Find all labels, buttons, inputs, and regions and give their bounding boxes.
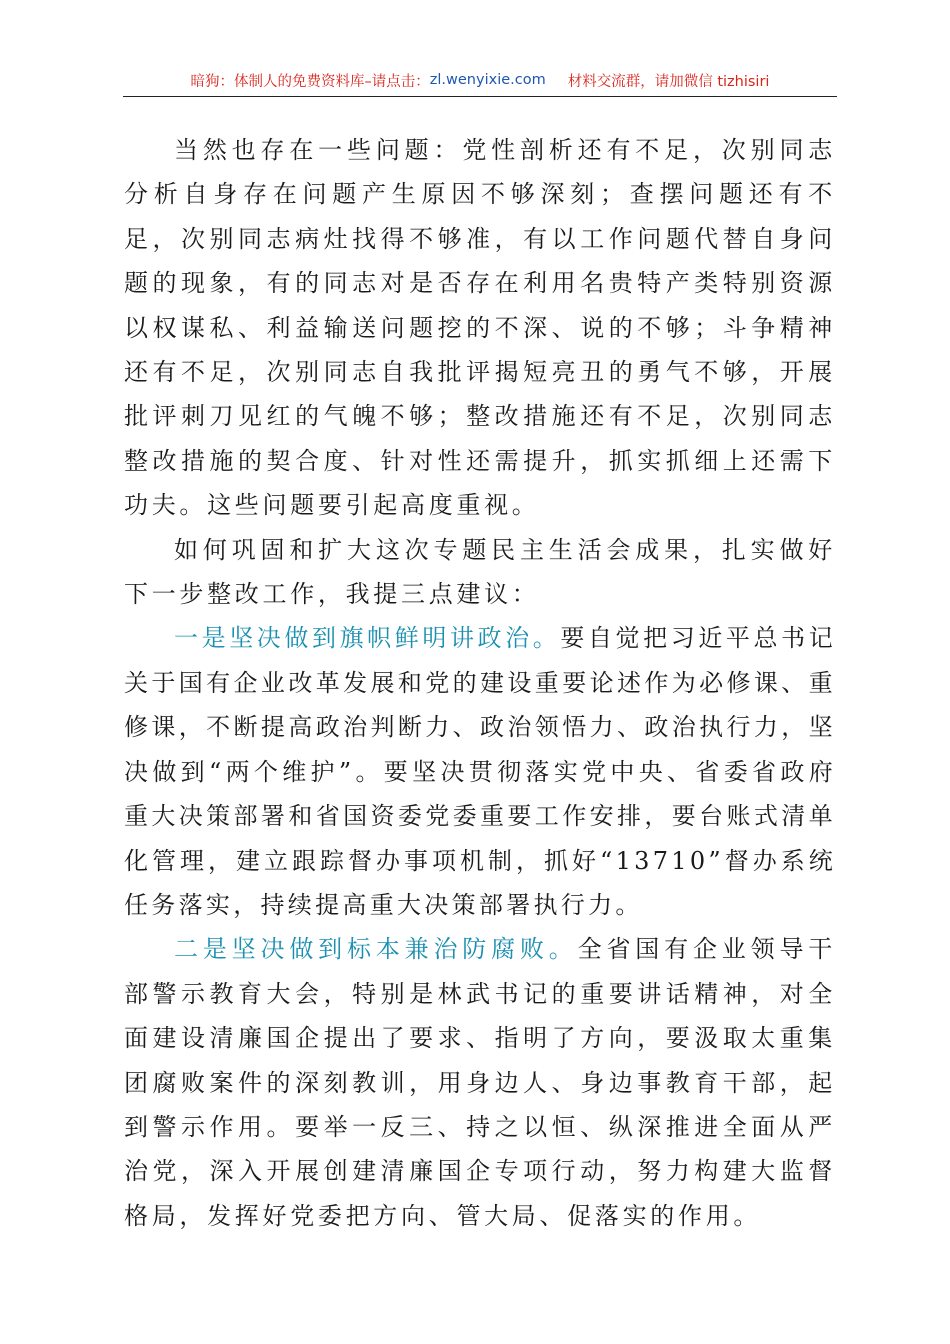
paragraph-suggestion-2	[124, 927, 836, 1238]
suggestion-heading: 二是坚决做到标本兼治防腐败。	[174, 935, 578, 964]
page-header	[123, 66, 837, 94]
paragraph-problems	[124, 128, 836, 528]
suggestion-heading: 一是坚决做到旗帜鲜明讲政治。	[174, 624, 561, 653]
header-link-prompt: –请点击：	[364, 73, 430, 90]
header-site-name: 暗狗：体制人的免费资料库	[190, 73, 365, 90]
paragraph-suggestion-1	[124, 616, 836, 927]
paragraph-text: 全省国有企业领导干部警示教育大会，特别是林武书记的重要讲话精神，对全面建设清廉国企提出了要求、指明了方向，要汲取太重集团腐败案件的深刻教训，用身边人、身边事教育干部，起到警示作用。要举一反三、持之以恒、纵深推进全面从严治党，深入开展创建清廉国企专项行动，努力构建大监督格局，发挥好党委把方向、管大局、促落实的作用。	[124, 935, 836, 1230]
paragraph-text: 要自觉把习近平总书记关于国有企业改革发展和党的建设重要论述作为必修课、重修课，不断提高政治判断力、政治领悟力、政治执行力，坚决做到“两个维护”。要坚决贯彻落实党中央、省委省政府重大决策部署和省国资委党委重要工作安排，要台账式清单化管理，建立跟踪督办事项机制，抓好“13710”督办系统任务落实，持续提高重大决策部署执行力。	[124, 624, 837, 919]
header-url-link[interactable]: zl.wenyixie.com	[429, 72, 546, 88]
paragraph-text: 如何巩固和扩大这次专题民主生活会成果，扎实做好下一步整改工作，我提三点建议：	[124, 535, 836, 609]
document-body	[124, 128, 836, 1238]
header-wechat-note: 材料交流群，请加微信 tizhisiri	[567, 73, 770, 90]
header-divider	[123, 96, 837, 97]
paragraph-intro-suggestions	[124, 528, 836, 617]
paragraph-text: 当然也存在一些问题：党性剖析还有不足，次别同志分析自身存在问题产生原因不够深刻；查摆问题还有不足，次别同志病灶找得不够准，有以工作问题代替自身问题的现象，有的同志对是否存在利用名贵特产类特别资源以权谋私、利益输送问题挖的不深、说的不够；斗争精神还有不足，次别同志自我批评揭短亮丑的勇气不够，开展批评刺刀见红的气魄不够；整改措施还有不足，次别同志整改措施的契合度、针对性还需提升，抓实抓细上还需下功夫。这些问题要引起高度重视。	[124, 136, 836, 520]
